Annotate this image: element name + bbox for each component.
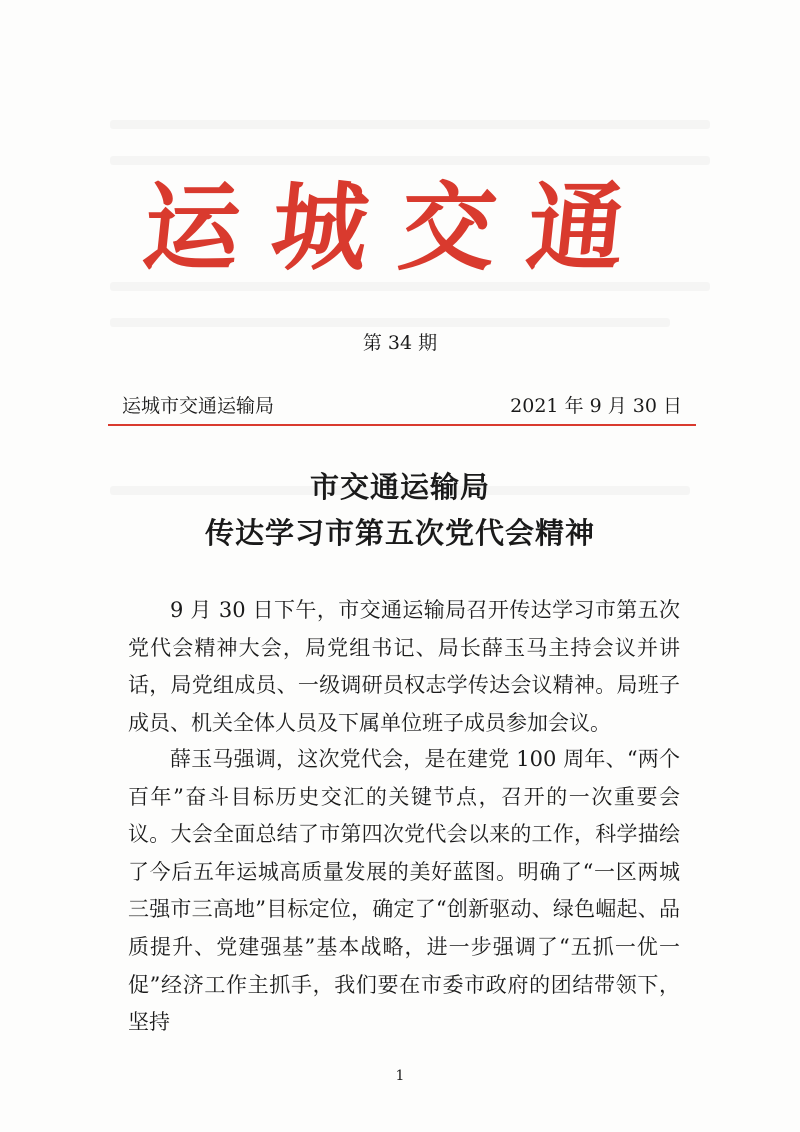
bleed-through-texture [110, 156, 710, 165]
page-number: 1 [395, 1068, 405, 1084]
issue-number: 第 34 期 [362, 332, 438, 354]
bleed-through-texture [110, 120, 710, 129]
bleed-through-texture [110, 318, 670, 327]
article-title-line-1: 市交通运输局 [309, 470, 490, 504]
article-title-line-2: 传达学习市第五次党代会精神 [204, 516, 595, 550]
article-paragraph-1: 9 月 30 日下午，市交通运输局召开传达学习市第五次党代会精神大会，局党组书记、局长薛玉马主持会议并讲话，局党组成员、一级调研员权志学传达会议精神。局班子成员、机关全体人员及下属单位班子成员参加会议。 [128, 598, 680, 735]
publisher-name: 运城市交通运输局 [122, 395, 275, 417]
masthead-title: 运城交通 [138, 171, 662, 284]
header-divider [108, 424, 696, 426]
article-paragraph-2: 薛玉马强调，这次党代会，是在建党 100 周年、“两个百年”奋斗目标历史交汇的关键节点，召开的一次重要会议。大会全面总结了市第四次党代会以来的工作，科学描绘了今后五年运城高质量发展的美好蓝图。明确了“一区两城三强市三高地”目标定位，确定了“创新驱动、绿色崛起、品质提升、党建强基”基本战略，进一步强调了“五抓一优一促”经济工作主抓手，我们要在市委市政府的团结带领下，坚持 [128, 747, 680, 1035]
publication-date: 2021 年 9 月 30 日 [510, 395, 682, 417]
